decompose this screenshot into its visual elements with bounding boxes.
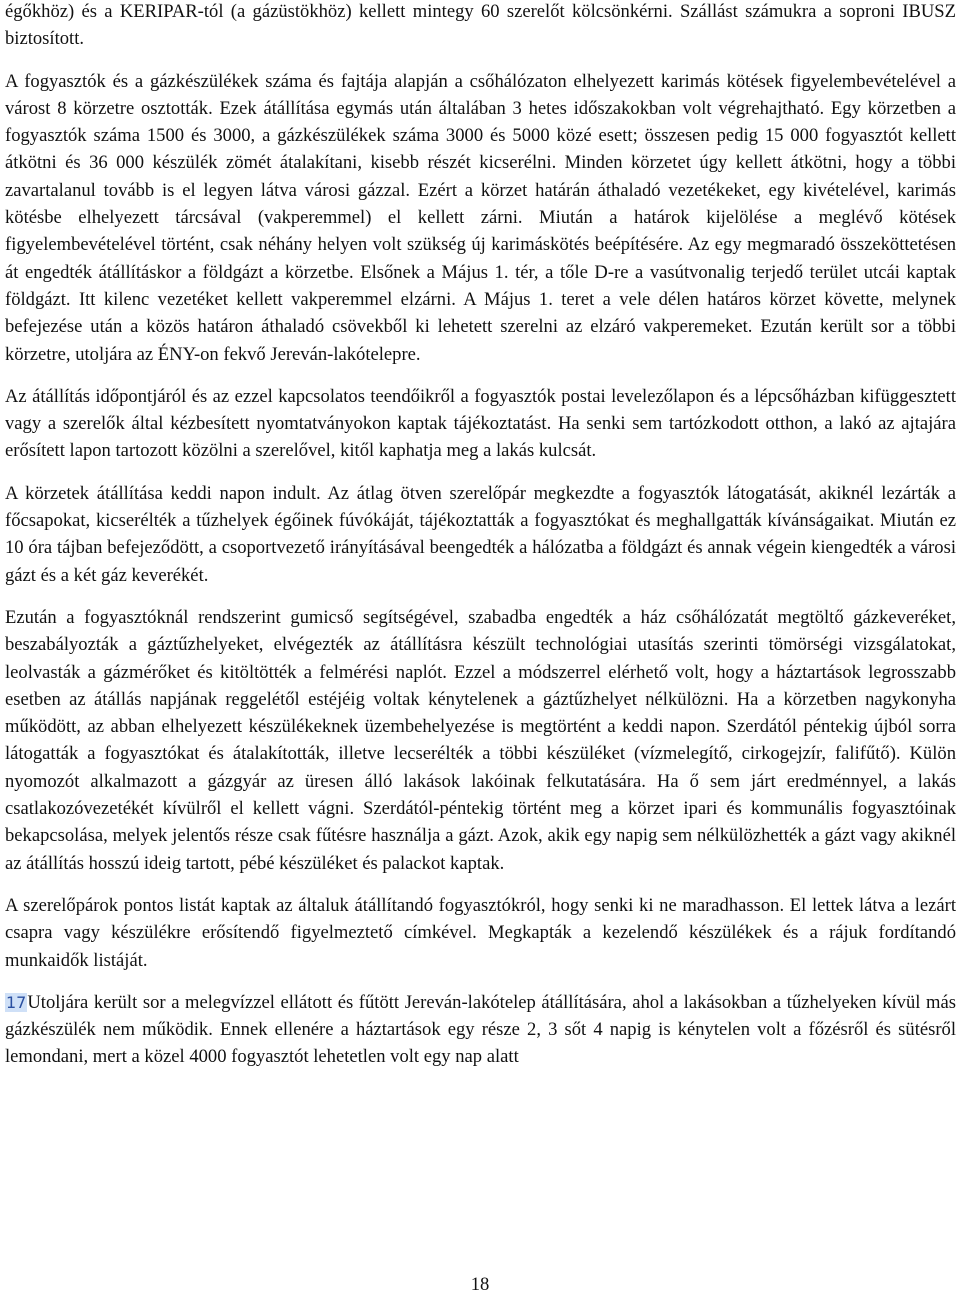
paragraph-6: A szerelőpárok pontos listát kaptak az általuk átállítandó fogyasztókról, hogy senki ki ne maradhasson. El lettek látva a lezárt csapra vagy készülékre erősítendő figyelmeztető címkével. Megkapták a kezelendő készülékek és a rájuk fordítandó munkaidők listáját. [5, 894, 956, 971]
paragraph-5: Ezután a fogyasztóknál rendszerint gumicső segítségével, szabadba engedték a ház csőhálózatát megtöltő gázkeveréket, beszabályozták a gáztűzhelyeket, elvégezték az átállításra készült technológiai utasítás szerinti tömörségi vizsgálatokat, leolvasták a gázmérőket és kitöltötték a felmérési naplót. Ezzel a módszerrel elérhető volt, hogy a háztartások legrosszabb esetben az átállás napjának reggelétől estéjéig voltak kénytelenek a gáztűzhelyet nélkülözni. Ha a körzetben nagykonyha működött, az abban elhelyezett készülékeknek üzembehelyezése is megtörtént a keddi napon. Szerdától péntekig újból sorra látogatták a fogyasztókat és átalakították, illetve lecserélték a többi készüléket (vízmelegítő, cirkogejzír, falifűtő). Külön nyomozót alkalmazott a gázgyár az üresen álló lakások lakóinak felkutatására. Ha ő sem járt eredménnyel, a lakás csatlakozóvezetékét kívülről el kellett vágni. Szerdától-péntekig történt meg a körzet ipari és kommunális fogyasztóinak bekapcsolása, melyek jelentős része csak fűtésre használja a gázt. Azok, akik egy napig sem nélkülözhették a gázt vagy akiknél az átállítás hosszú ideig tartott, pébé készüléket és palackot kaptak. [5, 606, 956, 874]
paragraph-1: égőkhöz) és a KERIPAR-tól (a gázüstökhöz) kellett mintegy 60 szerelőt kölcsönkérni. Szállást számukra a soproni IBUSZ biztosított. [5, 1, 956, 50]
document-body [5, 0, 956, 1086]
paragraph-7 [5, 989, 956, 1071]
paragraph-3: Az átállítás időpontjáról és az ezzel kapcsolatos teendőikről a fogyasztók postai levelezőlapon és a lépcsőházban kifüggesztett vagy a szerelők által kézbesített nyomtatványokon kaptak tájékoztatást. Ha senki sem tartózkodott otthon, a lakó az ajtajára erősített lapon tartozott közölni a szerelővel, kitől kaphatja meg a lakás kulcsát. [5, 385, 956, 462]
paragraph-4: A körzetek átállítása keddi napon indult. Az átlag ötven szerelőpár megkezdte a fogyasztók látogatását, akiknél lezárták a főcsapokat, kicserélték a tűzhelyek égőinek fúvókáját, tájékoztatták a fogyasztókat és meghallgatták kívánságaikat. Miután ez 10 óra tájban befejeződött, a csoportvezető irányításával beengedték a hálózatba a földgázt és annak végein kiengedték a városi gázt és a két gáz keverékét. [5, 482, 956, 586]
paragraph-7-text: Utoljára került sor a melegvízzel ellátott és fűtött Jereván-lakótelep átállítására, ahol a lakásokban a tűzhelyeken kívül más gázkészülék nem működik. Ennek ellenére a háztartások egy része 2, 3 sőt 4 napig is kénytelen volt a főzésről és sütésről lemondani, mert a közel 4000 fogyasztót lehetetlen volt egy nap alatt [5, 991, 956, 1068]
paragraph-2: A fogyasztók és a gázkészülékek száma és fajtája alapján a csőhálózaton elhelyezett karimás kötések figyelembevételével a várost 8 körzetre osztották. Ezek átállítása egymás után általában 3 hetes időszakokban volt végrehajtható. Egy körzetben a fogyasztók száma 1500 és 3000, a gázkészülékek száma 3000 és 5000 közé esett; összesen pedig 15 000 fogyasztót kellett átkötni és 36 000 készülék zömét átalakítani, kisebb részét kicserélni. Minden körzetet úgy kellett átkötni, hogy a többi zavartalanul tovább is el legyen látva városi gázzal. Ezért a körzet határán áthaladó vezetékeket, egy kivételével, karimás kötésbe elhelyezett tárcsával (vakperemmel) el kellett zárni. Miután a határok kijelölése a meglévő kötések figyelembevételével történt, csak néhány helyen volt szükség új karimáskötés beépítésére. Az egy megmaradó összeköttetésen át engedték átállításkor a földgázt a körzetbe. Elsőnek a Május 1. tér, a tőle D-re a vasútvonalig terjedő terület utcái kaptak földgázt. Itt kilenc vezetéket kellett vakperemmel elzárni. A Május 1. teret a vele délen határos körzet követte, melynek befejezése után a közös határon áthaladó csövekből ki lehetett szerelni az elzáró vakperemeket. Ezután került sor a többi körzetre, utoljára az ÉNY-on fekvő Jereván-lakótelepre. [5, 70, 956, 365]
page-number: 18 [470, 1274, 490, 1295]
page-reference-link[interactable]: 17 [6, 992, 27, 1012]
